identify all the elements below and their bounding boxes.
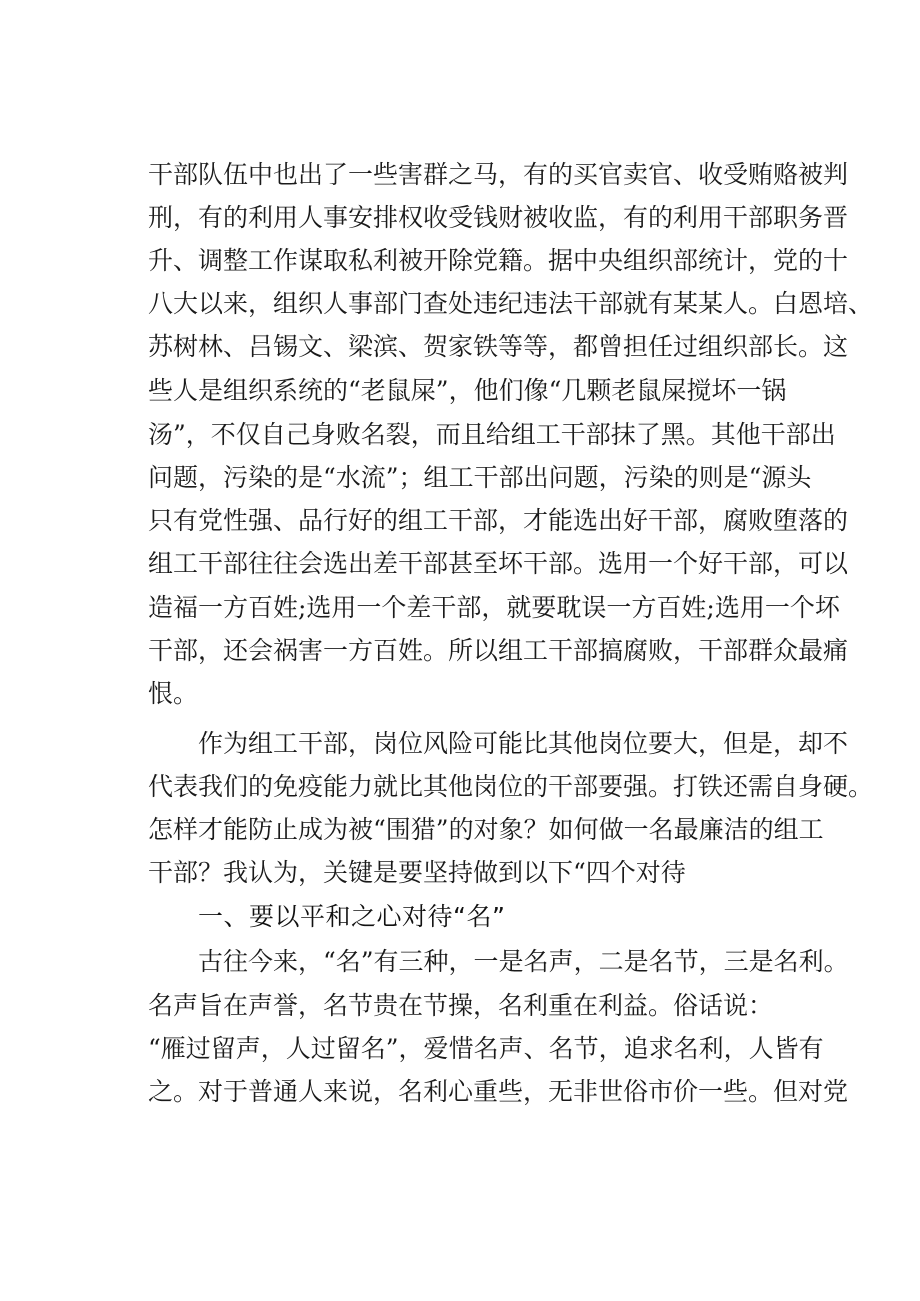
text-line: 些人是组织系统的“老鼠屎”，他们像“几颗老鼠屎搅坏一锅 <box>148 376 787 405</box>
text-line: 代表我们的免疫能力就比其他岗位的干部要强。打铁还需自身硬。 <box>148 772 874 801</box>
text-line: 干部？我认为，关键是要坚持做到以下“四个对待 <box>148 858 686 887</box>
text-line: 八大以来，组织人事部门查处违纪违法干部就有某某人。白恩培、 <box>148 289 874 318</box>
text-line: 名声旨在声誉，名节贵在节操，名利重在利益。俗话说： <box>148 991 774 1020</box>
text-line: 干部队伍中也出了一些害群之马，有的买官卖官、收受贿赂被判 <box>148 160 849 189</box>
text-line: 造福一方百姓;选用一个差干部，就要耽误一方百姓;选用一个坏 <box>148 593 840 622</box>
text-line: 之。对于普通人来说，名利心重些，无非世俗市价一些。但对党 <box>148 1077 849 1106</box>
text-line: 怎样才能防止成为被“围猎”的对象？如何做一名最廉洁的组工 <box>148 815 824 844</box>
text-line: 恨。 <box>148 679 199 708</box>
text-line: 只有党性强、品行好的组工干部，才能选出好干部，腐败堕落的 <box>148 506 849 535</box>
text-line: 古往今来，“名”有三种，一是名声，二是名节，三是名利。 <box>198 947 849 976</box>
text-line: 刑，有的利用人事安排权收受钱财被收监，有的利用干部职务晋 <box>148 203 849 232</box>
text-line: 组工干部往往会选出差干部甚至坏干部。选用一个好干部，可以 <box>148 549 849 578</box>
text-line: 问题，污染的是“水流”；组工干部出问题，污染的则是“源头 <box>148 463 812 492</box>
text-line: 汤”，不仅自己身败名裂，而且给组工干部抹了黑。其他干部出 <box>148 420 836 449</box>
text-line: 苏树林、吕锡文、梁滨、贺家铁等等，都曾担任过组织部长。这 <box>148 332 849 361</box>
section-heading: 一、要以平和之心对待“名” <box>198 902 506 931</box>
text-line: 干部，还会祸害一方百姓。所以组工干部搞腐败，干部群众最痛 <box>148 636 849 665</box>
text-line: 升、调整工作谋取私利被开除党籍。据中央组织部统计，党的十 <box>148 246 849 275</box>
text-line: 作为组工干部，岗位风险可能比其他岗位要大，但是，却不 <box>198 729 849 758</box>
text-line: “雁过留声，人过留名”，爱惜名声、名节，追求名利，人皆有 <box>148 1034 824 1063</box>
